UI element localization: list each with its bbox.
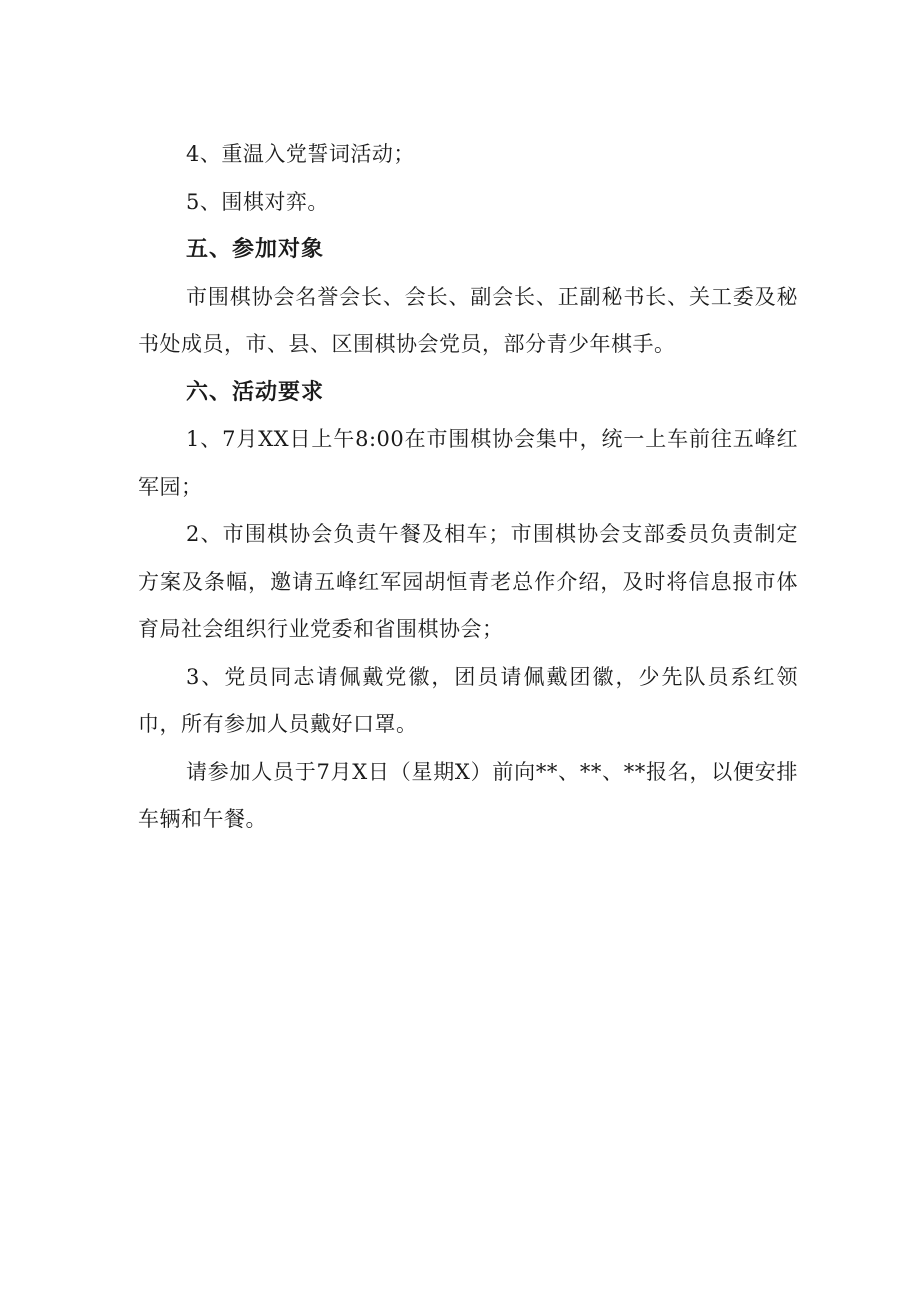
section-heading-requirements: 六、活动要求 bbox=[186, 379, 325, 405]
section-heading-participants: 五、参加对象 bbox=[186, 237, 325, 262]
registration-note: 请参加人员于7月X日（星期X）前向**、**、**报名，以便安排车辆和午餐。 bbox=[138, 759, 798, 831]
activity-item-5: 5、围棋对弈。 bbox=[186, 189, 329, 214]
requirement-item-3: 3、党员同志请佩戴党徽，团员请佩戴团徽，少先队员系红领巾，所有参加人员戴好口罩。 bbox=[138, 664, 798, 736]
requirement-item-1: 1、7月XX日上午8:00在市围棋协会集中，统一上车前往五峰红军园； bbox=[138, 427, 798, 499]
requirement-item-2: 2、市围棋协会负责午餐及相车；市围棋协会支部委员负责制定方案及条幅，邀请五峰红军园胡恒青老总作介绍，及时将信息报市体育局社会组织行业党委和省围棋协会； bbox=[138, 522, 798, 641]
activity-item-4: 4、重温入党誓词活动； bbox=[186, 142, 415, 166]
document-body bbox=[138, 131, 798, 844]
participants-paragraph: 市围棋协会名誉会长、会长、副会长、正副秘书长、关工委及秘书处成员，市、县、区围棋协会党员，部分青少年棋手。 bbox=[138, 284, 798, 356]
